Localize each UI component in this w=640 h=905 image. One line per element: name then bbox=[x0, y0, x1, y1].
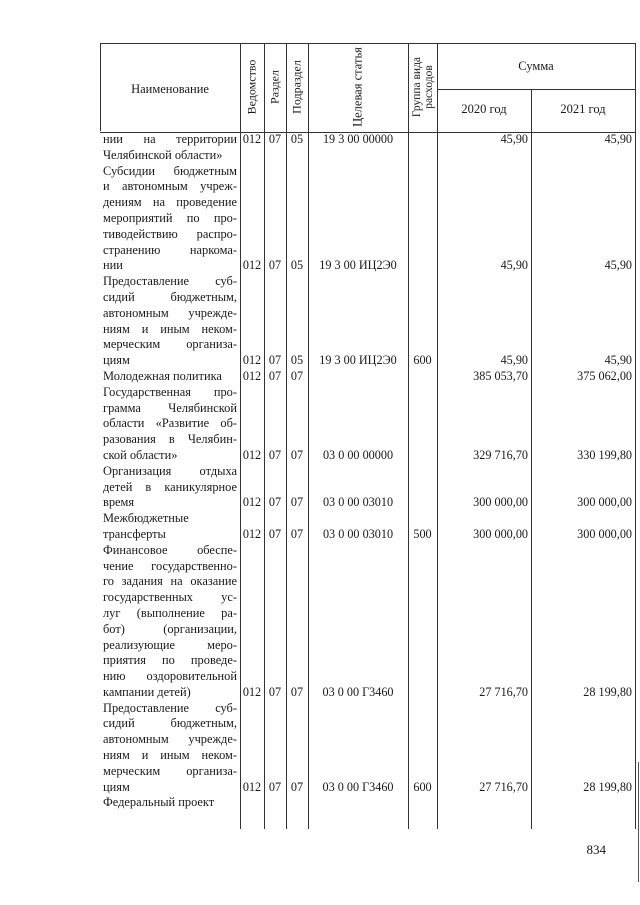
row-name-line: бот) (организации, bbox=[103, 621, 237, 636]
cell-ved: 012 bbox=[242, 369, 262, 383]
cell-ved: 012 bbox=[242, 353, 262, 368]
cell-cs: 03 0 00 Г3460 bbox=[322, 779, 394, 794]
cell-cs: 19 3 00 00000 bbox=[322, 132, 394, 146]
header-year-2020: 2020 год bbox=[461, 102, 507, 116]
row-name-line: нии на территории bbox=[103, 132, 237, 146]
row-name-line: области «Развитие об- bbox=[103, 416, 237, 431]
row-name-line: автономным учрежде- bbox=[103, 732, 237, 747]
col-border-cs bbox=[408, 43, 409, 829]
row-name-line: детей в каникулярное bbox=[103, 479, 237, 494]
header-section: Раздел bbox=[267, 70, 282, 104]
cell-ved: 012 bbox=[242, 527, 262, 541]
row-name-line: кампании детей) bbox=[103, 684, 191, 699]
cell-razd: 07 bbox=[268, 685, 282, 699]
row-name-line: и автономным учреж- bbox=[103, 179, 237, 194]
cell-cs: 19 3 00 ИЦ2Э0 bbox=[319, 258, 397, 273]
cell-razd: 07 bbox=[268, 779, 282, 794]
cell-s1: 45,90 bbox=[500, 353, 528, 368]
row-name-line: трансферты bbox=[103, 526, 166, 541]
cell-s1: 45,90 bbox=[500, 132, 528, 146]
cell-s2: 28 199,80 bbox=[583, 685, 632, 699]
row-name-line: чение государственно- bbox=[103, 558, 237, 573]
cell-cs: 03 0 00 Г3460 bbox=[322, 685, 394, 699]
header-year-2021: 2021 год bbox=[560, 102, 606, 116]
cell-ved: 012 bbox=[242, 258, 262, 273]
cell-s1: 385 053,70 bbox=[473, 369, 528, 383]
row-name-line: луг (выполнение ра- bbox=[103, 605, 237, 620]
cell-s1: 300 000,00 bbox=[473, 495, 528, 510]
row-name-line: нию оздоровительной bbox=[103, 669, 237, 684]
cell-podr: 07 bbox=[290, 779, 304, 794]
row-name-line: Государственная про- bbox=[103, 384, 237, 399]
cell-s2: 330 199,80 bbox=[577, 448, 632, 462]
cell-cs: 03 0 00 03010 bbox=[322, 527, 394, 541]
row-name-line: ской области» bbox=[103, 447, 178, 462]
cell-podr: 07 bbox=[290, 685, 304, 699]
cell-s2: 45,90 bbox=[604, 353, 632, 368]
header-sum: Сумма bbox=[518, 59, 554, 73]
cell-s1: 27 716,70 bbox=[479, 779, 528, 794]
row-name-line: го задания на оказание bbox=[103, 574, 237, 589]
col-border-name bbox=[240, 43, 241, 829]
row-name-line: государственных ус- bbox=[103, 590, 237, 605]
row-name-line: тиводействию распро- bbox=[103, 226, 237, 241]
row-name-line: странению наркома- bbox=[103, 242, 237, 257]
row-name-line: нии bbox=[103, 258, 123, 273]
cell-s2: 300 000,00 bbox=[577, 495, 632, 510]
header-ministry: Ведомство bbox=[244, 59, 259, 115]
cell-s2: 300 000,00 bbox=[577, 527, 632, 541]
cell-podr: 05 bbox=[290, 258, 304, 273]
header-subsection: Подраздел bbox=[289, 60, 304, 114]
cell-s1: 27 716,70 bbox=[479, 685, 528, 699]
cell-ved: 012 bbox=[242, 779, 262, 794]
cell-s2: 45,90 bbox=[604, 132, 632, 146]
row-name-line: реализующие меро- bbox=[103, 637, 237, 652]
scan-edge-mark bbox=[638, 762, 639, 882]
cell-ved: 012 bbox=[242, 685, 262, 699]
cell-razd: 07 bbox=[268, 495, 282, 510]
cell-podr: 07 bbox=[290, 527, 304, 541]
cell-vr: 600 bbox=[413, 779, 432, 794]
cell-vr: 600 bbox=[413, 353, 432, 368]
cell-razd: 07 bbox=[268, 369, 282, 383]
cell-podr: 07 bbox=[290, 495, 304, 510]
cell-s1: 300 000,00 bbox=[473, 527, 528, 541]
cell-vr: 500 bbox=[413, 527, 432, 541]
row-name-line: грамма Челябинской bbox=[103, 400, 237, 415]
row-name-line: Финансовое обеспе- bbox=[103, 542, 237, 557]
row-name-line: Субсидии бюджетным bbox=[103, 163, 237, 178]
name-column bbox=[103, 132, 237, 811]
cell-razd: 07 bbox=[268, 258, 282, 273]
row-name-line: мерческим организа- bbox=[103, 763, 237, 778]
row-name-line: Предоставление суб- bbox=[103, 274, 237, 289]
table-top-border bbox=[100, 43, 636, 44]
row-name-line: мерческим организа- bbox=[103, 337, 237, 352]
cell-razd: 07 bbox=[268, 448, 282, 462]
cell-podr: 07 bbox=[290, 448, 304, 462]
header-sub-border bbox=[437, 89, 636, 90]
cell-s1: 329 716,70 bbox=[473, 448, 528, 462]
col-border-vr bbox=[437, 43, 438, 829]
row-name-line: Молодежная политика bbox=[103, 368, 222, 383]
col-border-ved bbox=[264, 43, 265, 829]
cell-podr: 05 bbox=[290, 132, 304, 146]
page-number: 834 bbox=[586, 842, 606, 857]
row-name-line: разования в Челябин- bbox=[103, 432, 237, 447]
cell-podr: 05 bbox=[290, 353, 304, 368]
cell-podr: 07 bbox=[290, 369, 304, 383]
col-border-right bbox=[635, 43, 636, 829]
header-name: Наименование bbox=[131, 82, 209, 96]
cell-s2: 28 199,80 bbox=[583, 779, 632, 794]
row-name-line: Предоставление суб- bbox=[103, 700, 237, 715]
cell-s2: 45,90 bbox=[604, 258, 632, 273]
cell-razd: 07 bbox=[268, 132, 282, 146]
row-name-line: сидий бюджетным, bbox=[103, 289, 237, 304]
cell-ved: 012 bbox=[242, 132, 262, 146]
cell-razd: 07 bbox=[268, 527, 282, 541]
row-name-line: ниям и иным неком- bbox=[103, 748, 237, 763]
col-border-podr bbox=[308, 43, 309, 829]
cell-s1: 45,90 bbox=[500, 258, 528, 273]
row-name-line: дениям на проведение bbox=[103, 195, 237, 210]
header-target-article: Целевая статья bbox=[350, 47, 365, 127]
row-name-line: Организация отдыха bbox=[103, 463, 237, 478]
row-name-line: ниям и иным неком- bbox=[103, 321, 237, 336]
col-border-razd bbox=[286, 43, 287, 829]
cell-cs: 03 0 00 00000 bbox=[322, 448, 394, 462]
cell-ved: 012 bbox=[242, 495, 262, 510]
row-name-line: сидий бюджетным, bbox=[103, 716, 237, 731]
row-name-line: мероприятий по про- bbox=[103, 210, 237, 225]
row-name-line: Межбюджетные bbox=[103, 511, 189, 526]
row-name-line: Челябинской области» bbox=[103, 147, 223, 162]
cell-razd: 07 bbox=[268, 353, 282, 368]
cell-cs: 03 0 00 03010 bbox=[322, 495, 394, 510]
cell-ved: 012 bbox=[242, 448, 262, 462]
row-name-line: Федеральный проект bbox=[103, 795, 215, 810]
header-expense-group: Группа вида расходов bbox=[410, 56, 435, 118]
row-name-line: циям bbox=[103, 779, 130, 794]
row-name-line: приятия по проведе- bbox=[103, 653, 237, 668]
row-name-line: автономным учрежде- bbox=[103, 305, 237, 320]
cell-cs: 19 3 00 ИЦ2Э0 bbox=[319, 353, 397, 368]
row-name-line: время bbox=[103, 495, 135, 510]
cell-s2: 375 062,00 bbox=[577, 369, 632, 383]
row-name-line: циям bbox=[103, 353, 130, 368]
